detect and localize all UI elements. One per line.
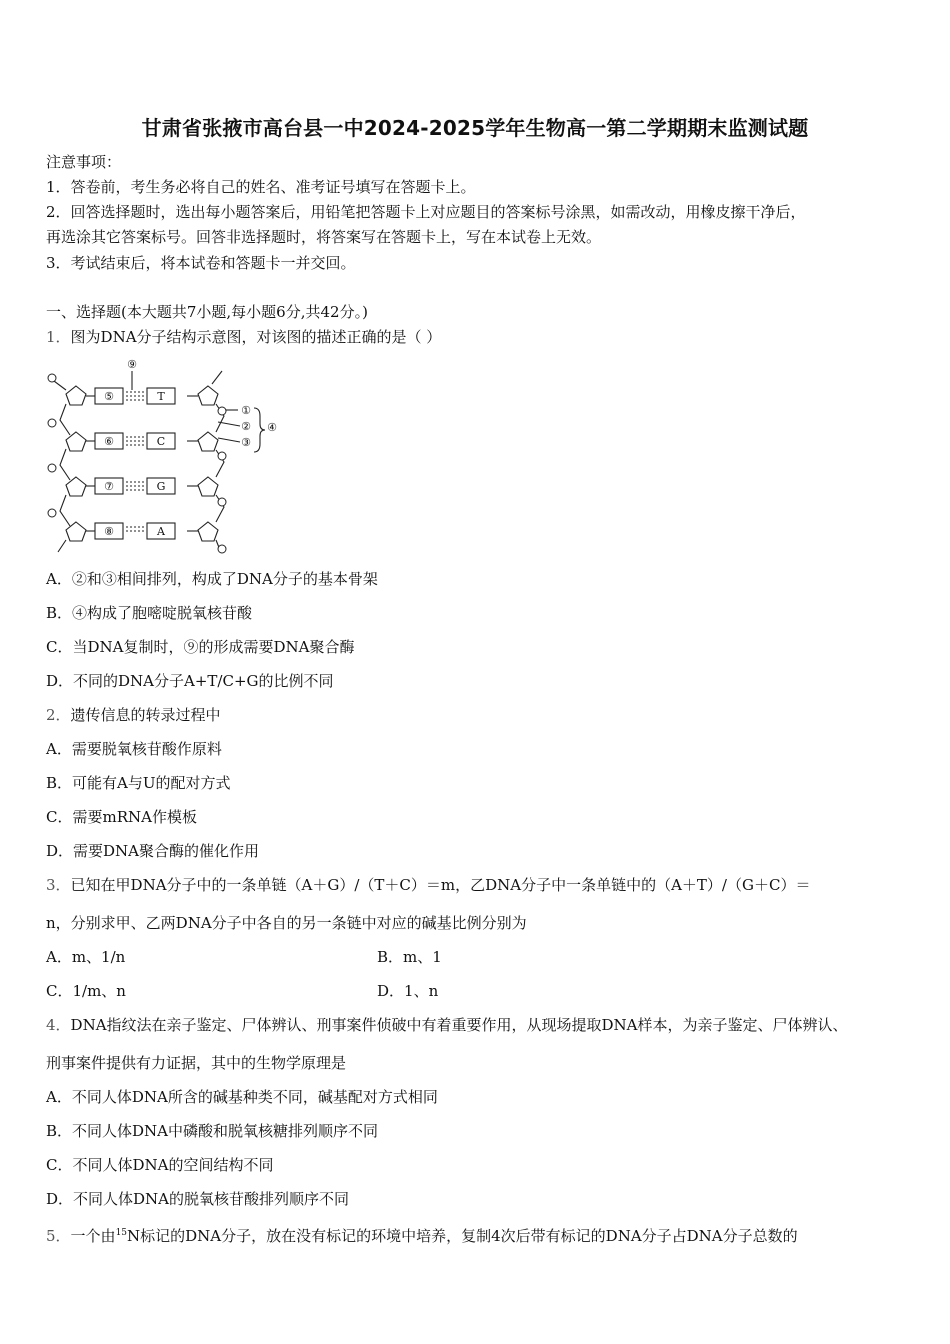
question-3-stem xyxy=(46,875,810,895)
notice-item: 2．回答选择题时，选出每小题答案后，用铅笔把答题卡上对应题目的答案标号涂黑，如需改动，用橡皮擦干净后， xyxy=(46,203,806,221)
page-title: 甘肃省张掖市高台县一中2024-2025学年生物高一第二学期期末监测试题 xyxy=(141,116,809,140)
base-g: G xyxy=(156,480,166,493)
label-2: ② xyxy=(241,420,251,433)
question-text: 一个由 xyxy=(70,1227,116,1245)
notice-heading: 注意事项： xyxy=(46,153,122,171)
label-9: ⑨ xyxy=(127,358,137,371)
q4-option-b: B．不同人体DNA中磷酸和脱氧核糖排列顺序不同 xyxy=(46,1122,379,1140)
q2-option-b: B．可能有A与U的配对方式 xyxy=(46,774,231,792)
q4-option-d: D．不同人体DNA的脱氧核苷酸排列顺序不同 xyxy=(46,1190,350,1208)
notice-item: 1．答卷前，考生务必将自己的姓名、准考证号填写在答题卡上。 xyxy=(46,178,476,196)
q4-option-c: C．不同人体DNA的空间结构不同 xyxy=(46,1156,274,1174)
q3-option-a: A．m、1/n xyxy=(46,948,126,966)
question-5-stem xyxy=(46,1223,798,1246)
base-c: C xyxy=(156,435,166,448)
dna-structure-figure xyxy=(40,356,290,561)
label-8: ⑧ xyxy=(104,525,114,538)
question-text: 遗传信息的转录过程中 xyxy=(70,706,221,724)
question-3-stem-cont: n，分别求甲、乙两DNA分子中各自的另一条链中对应的碱基比例分别为 xyxy=(46,914,527,932)
base-a: A xyxy=(157,525,165,538)
question-number: 1． xyxy=(46,328,71,346)
question-4-stem-cont: 刑事案件提供有力证据，其中的生物学原理是 xyxy=(46,1054,347,1072)
question-text: DNA指纹法在亲子鉴定、尸体辨认、刑事案件侦破中有着重要作用，从现场提取DNA样本，为亲子鉴定、尸体辨认、 xyxy=(70,1016,848,1034)
label-5: ⑤ xyxy=(104,390,114,403)
base-t: T xyxy=(157,390,165,403)
q2-option-a: A．需要脱氧核苷酸作原料 xyxy=(46,740,222,758)
question-4-stem xyxy=(46,1015,848,1035)
q1-option-c: C．当DNA复制时，⑨的形成需要DNA聚合酶 xyxy=(46,638,355,656)
question-1-stem xyxy=(46,327,441,347)
label-3: ③ xyxy=(241,436,251,449)
question-text-cont: N标记的DNA分子，放在没有标记的环境中培养，复制4次后带有标记的DNA分子占DNA分子总数的 xyxy=(127,1227,798,1245)
label-6: ⑥ xyxy=(104,435,114,448)
label-4: ④ xyxy=(267,421,277,434)
q2-option-c: C．需要mRNA作模板 xyxy=(46,808,197,826)
label-1: ① xyxy=(241,404,251,417)
q1-option-b: B．④构成了胞嘧啶脱氧核苷酸 xyxy=(46,604,253,622)
q2-option-d: D．需要DNA聚合酶的催化作用 xyxy=(46,842,260,860)
q1-option-a: A．②和③相间排列，构成了DNA分子的基本骨架 xyxy=(46,570,378,588)
q3-option-d: D．1、n xyxy=(377,982,439,1000)
q1-option-d: D．不同的DNA分子A+T/C+G的比例不同 xyxy=(46,672,334,690)
question-2-stem xyxy=(46,705,221,725)
question-number: 2． xyxy=(46,706,71,724)
notice-item: 3．考试结束后，将本试卷和答题卡一并交回。 xyxy=(46,254,356,272)
notice-item: 再选涂其它答案标号。回答非选择题时，将答案写在答题卡上，写在本试卷上无效。 xyxy=(46,228,602,246)
question-number: 3． xyxy=(46,876,71,894)
question-text: 图为DNA分子结构示意图，对该图的描述正确的是（ ） xyxy=(70,328,442,346)
label-7: ⑦ xyxy=(104,480,114,493)
q3-option-b: B．m、1 xyxy=(377,948,442,966)
question-number: 4． xyxy=(46,1016,71,1034)
question-text: 已知在甲DNA分子中的一条单链（A＋G）/（T＋C）＝m，乙DNA分子中一条单链中的（A＋T）/（G＋C）＝ xyxy=(70,876,811,894)
section-heading: 一、选择题(本大题共7小题,每小题6分,共42分。) xyxy=(46,303,368,321)
q3-option-c: C．1/m、n xyxy=(46,982,126,1000)
isotope-superscript: 15 xyxy=(115,1228,128,1238)
question-number: 5． xyxy=(46,1227,71,1245)
q4-option-a: A．不同人体DNA所含的碱基种类不同，碱基配对方式相同 xyxy=(46,1088,438,1106)
